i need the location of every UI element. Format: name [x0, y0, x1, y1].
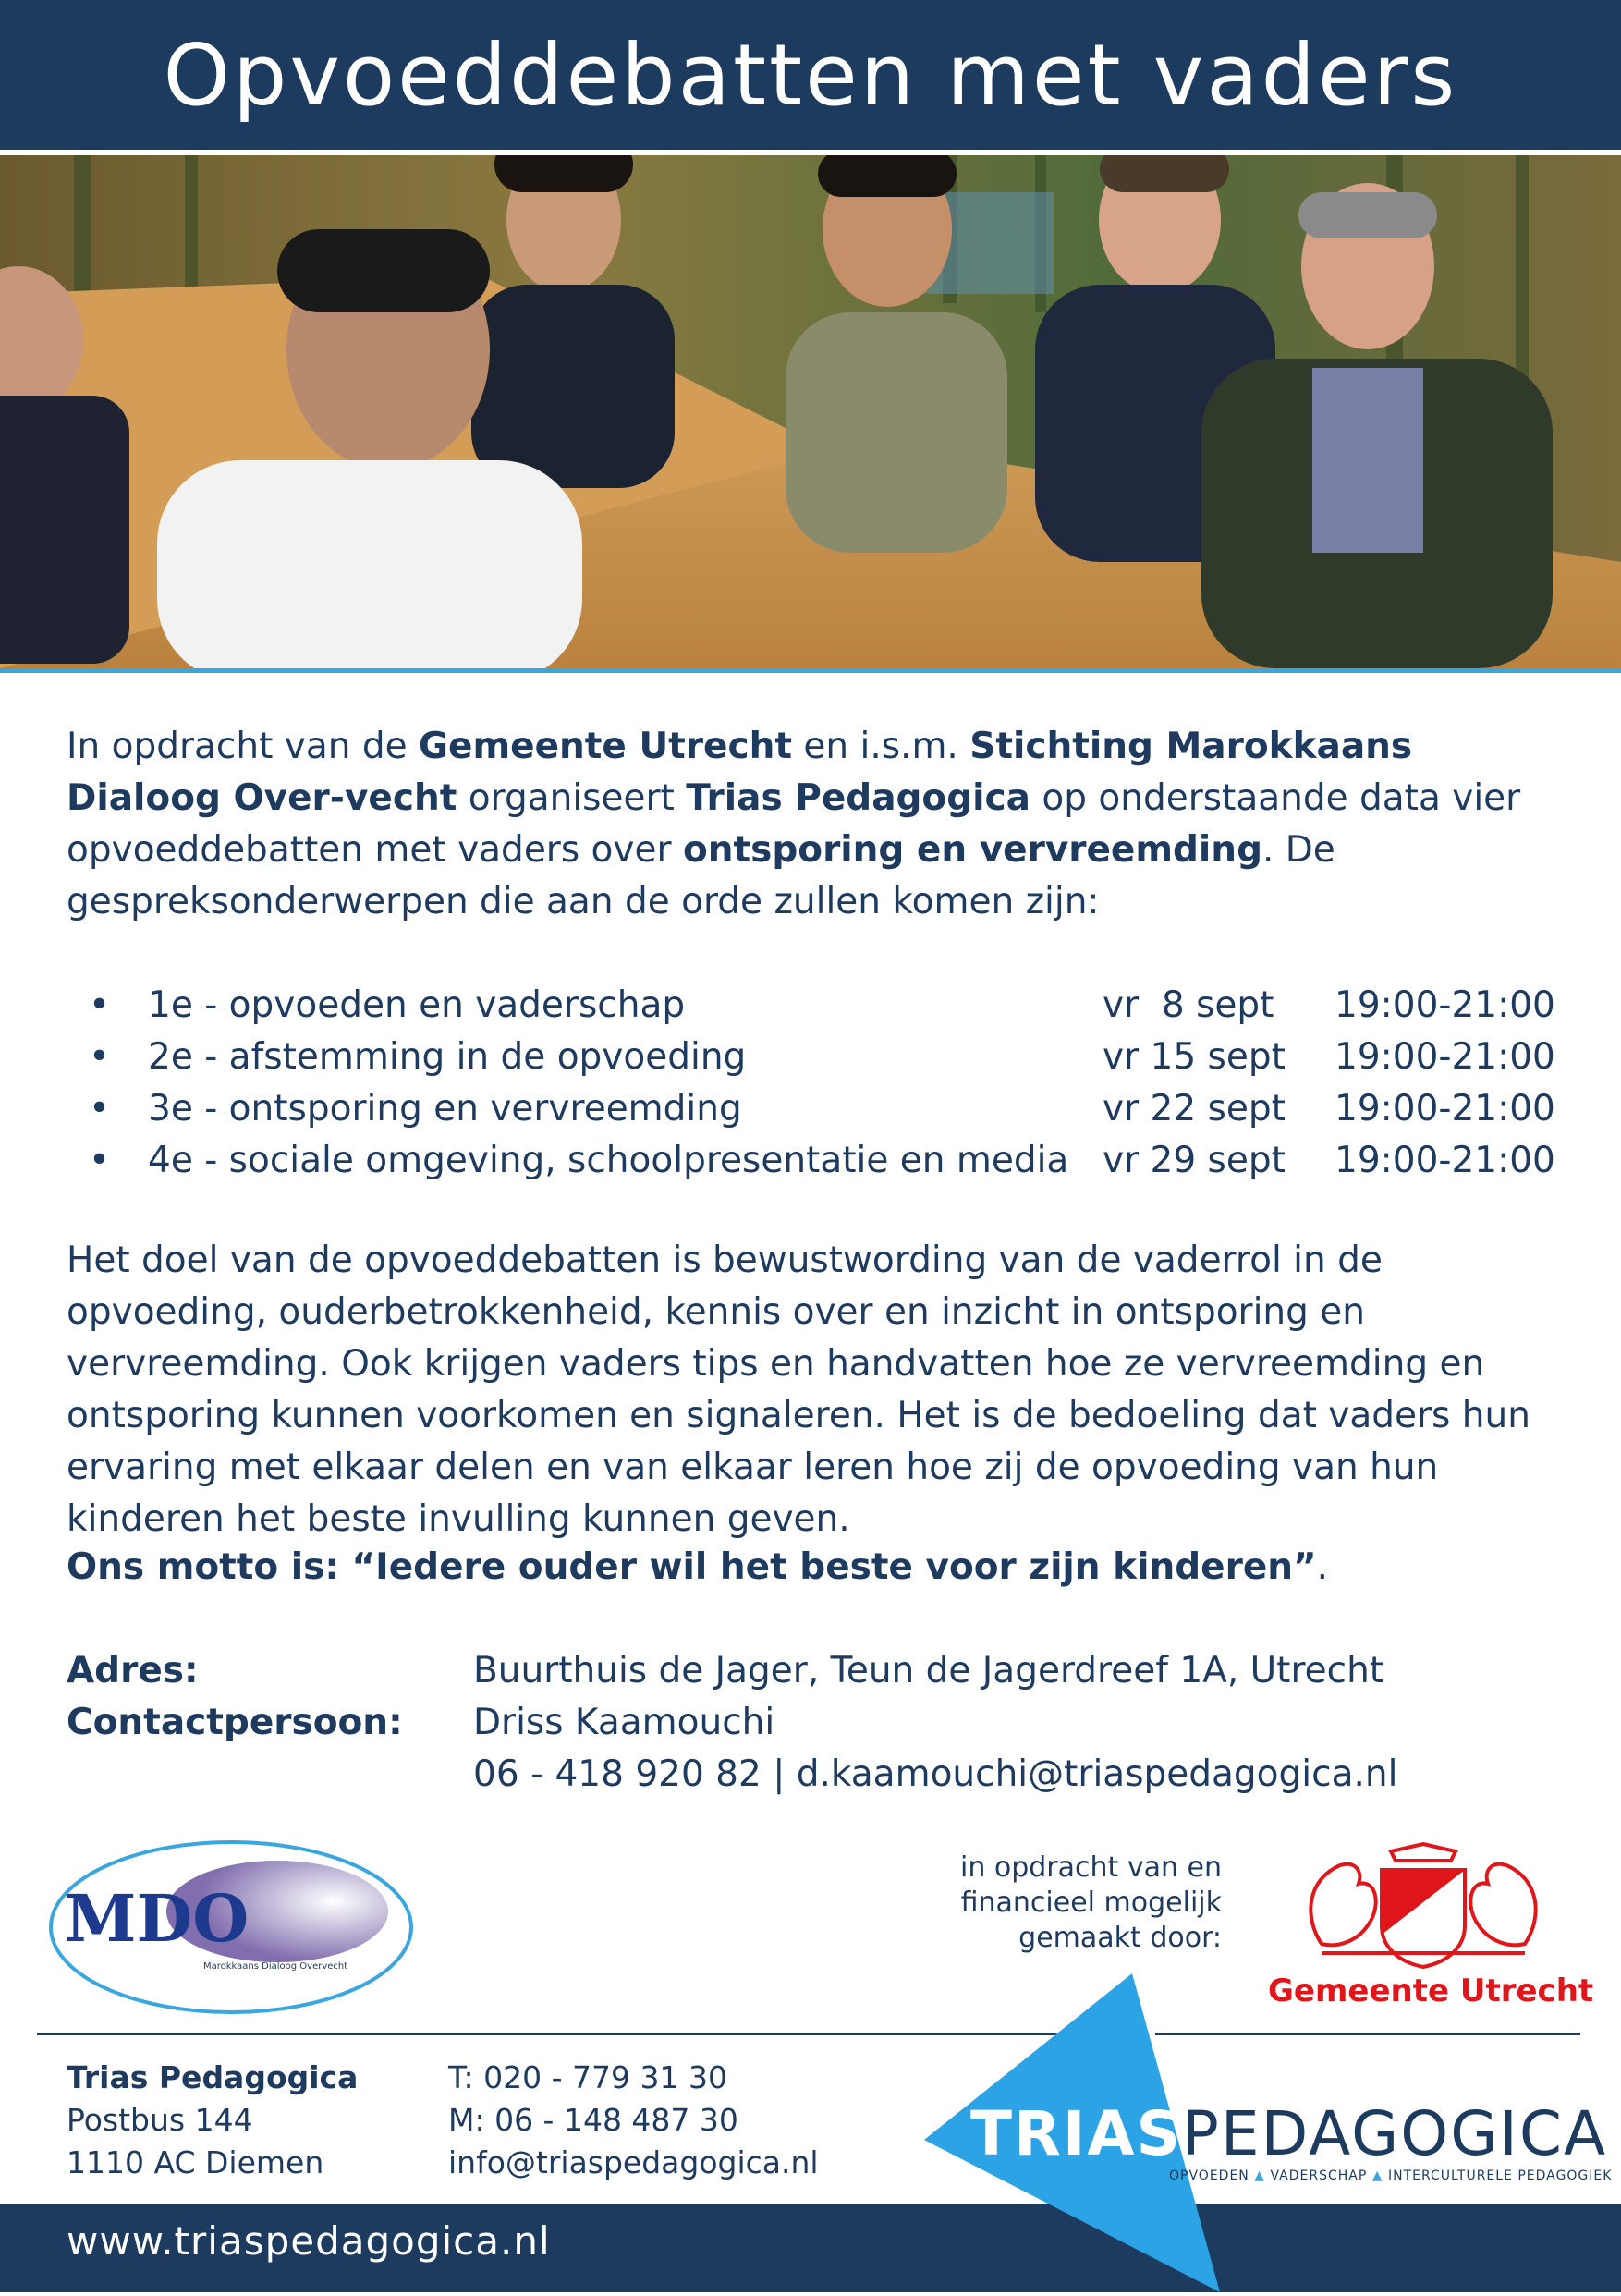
tagline-separator-icon: ▲ [1254, 2168, 1265, 2183]
contact-person-value: Driss Kaamouchi [473, 1702, 775, 1743]
schedule-row [89, 1083, 1567, 1135]
commission-line: gemaakt door: [1018, 1922, 1222, 1954]
goal-paragraph: Het doel van de opvoeddebatten is bewustwording van de vaderrol in de opvoeding, ouderbetrokkenheid, kennis over en inzicht in ontsporing en vervreemding. Ook krijgen vaders tips en handvatten hoe ze vervreemding en ontsporing kunnen voorkomen en signaleren. Het is de bedoeling dat vaders hun ervaring met elkaar delen en van elkaar leren hoe zij de opvoeding van hun kinderen het beste invulling kunnen geven. [67, 1240, 1530, 1540]
page-title: Opvoeddebatten met vaders [163, 25, 1458, 125]
footer-mobile[interactable]: M: 06 - 148 487 30 [448, 2102, 738, 2138]
bullet: • [89, 1140, 111, 1181]
motto-text: Ons motto is: “Iedere ouder wil het beste voor zijn kinderen” [67, 1546, 1317, 1588]
address-row [67, 1645, 1384, 1697]
schedule-topic: 2e - afstemming in de opvoeding [148, 1036, 747, 1078]
commission-line: financieel mogelijk [960, 1887, 1222, 1919]
schedule-row [89, 980, 1567, 1032]
contact-person-label: Contactpersoon: [67, 1702, 403, 1743]
schedule-date: vr 29 sept [1103, 1140, 1286, 1181]
intro-text: organiseert [457, 777, 687, 819]
header-banner [0, 0, 1621, 150]
footer-contact [448, 2057, 819, 2184]
mdo-logo [37, 1830, 420, 2024]
group-of-fathers-photo [0, 155, 1621, 673]
contact-phone-email[interactable]: 06 - 418 920 82 | d.kaamouchi@triaspedagogica.nl [473, 1753, 1398, 1795]
footer-city: 1110 AC Diemen [67, 2144, 324, 2180]
footer-org-name: Trias Pedagogica [67, 2059, 359, 2095]
bullet: • [89, 1088, 111, 1130]
schedule-row [89, 1032, 1567, 1083]
commission-note [906, 1850, 1222, 1956]
address-value: Buurthuis de Jager, Teun de Jagerdreef 1A, Utrecht [473, 1650, 1384, 1691]
trias-pedagogica-logo [970, 2098, 1607, 2169]
intro-bold-stichting: Stichting Marokkaans Dialoog Over-vecht [67, 726, 1413, 819]
footer-website-link[interactable]: www.triaspedagogica.nl [67, 2218, 551, 2264]
intro-text: . De gespreksonderwerpen die aan de orde zullen komen zijn: [67, 829, 1335, 922]
footer-org-address [67, 2057, 358, 2184]
motto [67, 1542, 1554, 1594]
footer-postbus: Postbus 144 [67, 2102, 253, 2138]
trias-logo-part2: PEDAGOGICA [1182, 2098, 1608, 2169]
schedule-date: vr 8 sept [1103, 984, 1274, 1026]
intro-bold-gemeente: Gemeente Utrecht [419, 726, 792, 767]
tagline-separator-icon: ▲ [1371, 2168, 1383, 2183]
trias-logo-part1: TRIAS [970, 2098, 1183, 2169]
intro-text: In opdracht van de [67, 726, 420, 767]
tagline-item: INTERCULTURELE PEDAGOGIEK [1387, 2168, 1613, 2183]
contact-person-row [67, 1697, 775, 1749]
address-label: Adres: [67, 1650, 199, 1691]
mdo-logo-subtext: Marokkaans Dialoog Overvecht [203, 1961, 348, 1972]
schedule-date: vr 15 sept [1103, 1036, 1286, 1078]
schedule-topic: 4e - sociale omgeving, schoolpresentatie en media [148, 1140, 1069, 1181]
schedule-date: vr 22 sept [1103, 1088, 1286, 1130]
bullet: • [89, 984, 111, 1026]
trias-tagline [1169, 2168, 1612, 2183]
gemeente-utrecht-name: Gemeente Utrecht [1268, 1972, 1594, 2009]
footer-email[interactable]: info@triaspedagogica.nl [448, 2144, 819, 2180]
intro-bold-topic: ontsporing en vervreemding [682, 829, 1262, 871]
footer-phone[interactable]: T: 020 - 779 31 30 [448, 2059, 727, 2095]
schedule-time: 19:00-21:00 [1335, 1140, 1555, 1181]
motto-period: . [1316, 1546, 1329, 1588]
schedule-row [89, 1135, 1567, 1187]
bullet: • [89, 1036, 111, 1078]
tagline-item: OPVOEDEN [1169, 2168, 1249, 2183]
schedule-topic: 3e - ontsporing en vervreemding [148, 1088, 742, 1130]
schedule-time: 19:00-21:00 [1335, 1088, 1555, 1130]
schedule-topic: 1e - opvoeden en vaderschap [148, 984, 686, 1026]
schedule-time: 19:00-21:00 [1335, 984, 1555, 1026]
intro-text: op onderstaande data vier opvoeddebatten met vaders over [67, 777, 1521, 871]
schedule-time: 19:00-21:00 [1335, 1036, 1555, 1078]
intro-text: en i.s.m. [791, 726, 970, 767]
mdo-logo-text: MDO [65, 1880, 250, 1957]
commission-line: in opdracht van en [959, 1851, 1222, 1884]
tagline-item: VADERSCHAP [1270, 2168, 1368, 2183]
intro-bold-trias: Trias Pedagogica [686, 777, 1030, 819]
intro-paragraph [67, 721, 1554, 928]
schedule-list [89, 980, 1567, 1187]
